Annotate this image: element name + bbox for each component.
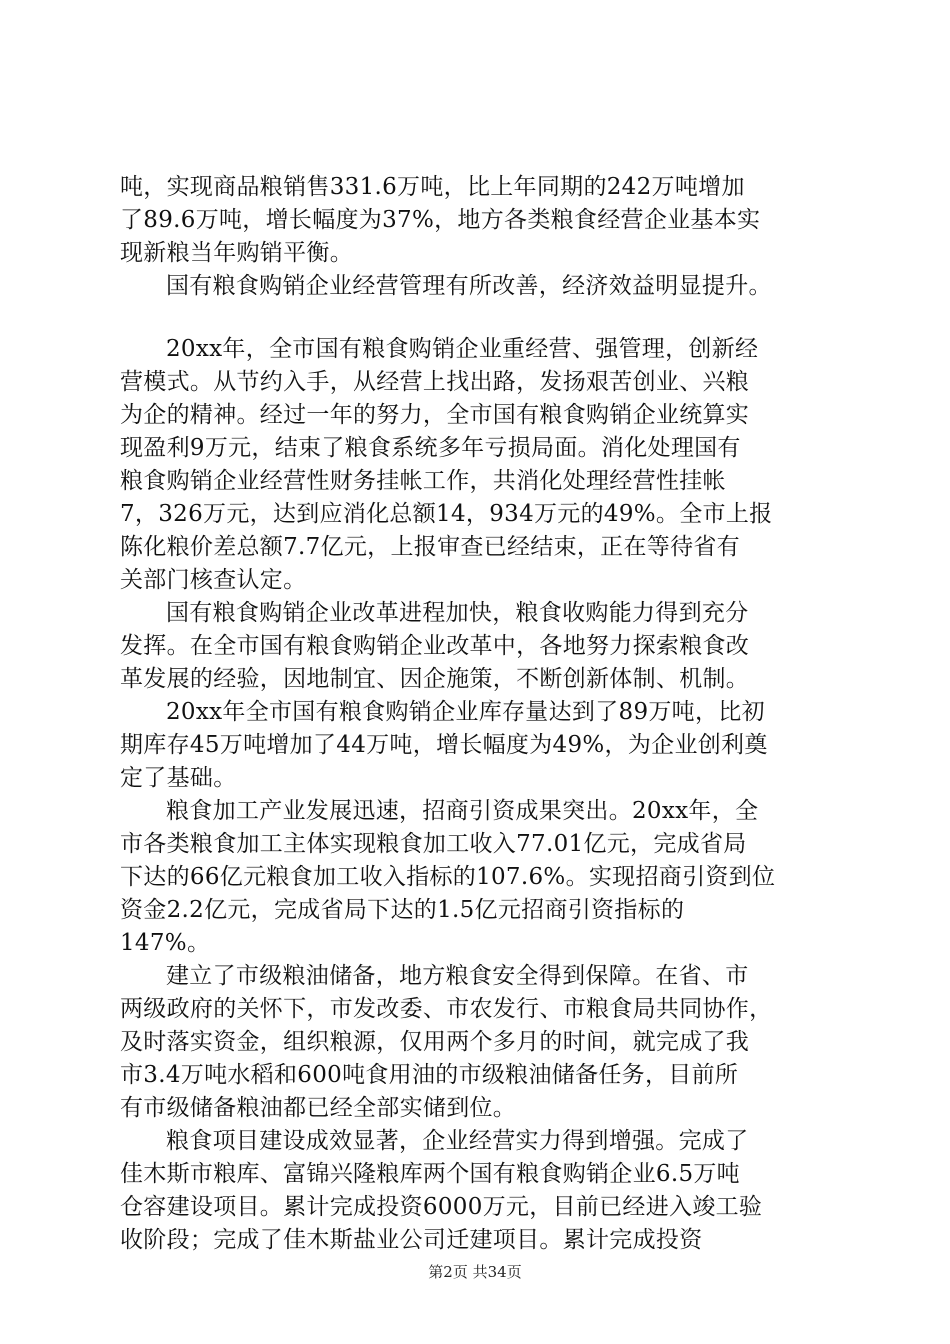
text-line: 两级政府的关怀下，市发改委、市农发行、市粮食局共同协作， (120, 996, 773, 1022)
text-line: 147%。 (120, 930, 211, 956)
text-line: 国有粮食购销企业改革进程加快，粮食收购能力得到充分 (166, 600, 749, 626)
text-line: 20xx年，全市国有粮食购销企业重经营、强管理，创新经 (166, 336, 759, 362)
text-line: 佳木斯市粮库、富锦兴隆粮库两个国有粮食购销企业6.5万吨 (120, 1161, 740, 1187)
text-line: 有市级储备粮油都已经全部实储到位。 (120, 1095, 517, 1121)
text-line: 为企的精神。经过一年的努力，全市国有粮食购销企业统算实 (120, 402, 750, 428)
text-line: 国有粮食购销企业经营管理有所改善，经济效益明显提升。 (166, 273, 772, 299)
text-line: 粮食购销企业经营性财务挂帐工作，共消化处理经营性挂帐 (120, 468, 726, 494)
text-line: 定了基础。 (120, 765, 237, 791)
text-line: 粮食项目建设成效显著，企业经营实力得到增强。完成了 (166, 1128, 749, 1154)
text-line: 粮食加工产业发展迅速，招商引资成果突出。20xx年，全 (166, 798, 759, 824)
text-line: 市各类粮食加工主体实现粮食加工收入77.01亿元，完成省局 (120, 831, 747, 857)
text-line: 现新粮当年购销平衡。 (120, 240, 353, 266)
text-line: 仓容建设项目。累计完成投资6000万元，目前已经进入竣工验 (120, 1194, 763, 1220)
text-line: 资金2.2亿元，完成省局下达的1.5亿元招商引资指标的 (120, 897, 685, 923)
text-line: 关部门核查认定。 (120, 567, 307, 593)
text-line: 收阶段；完成了佳木斯盐业公司迁建项目。累计完成投资 (120, 1227, 703, 1253)
text-line: 7，326万元，达到应消化总额14，934万元的49%。全市上报 (120, 501, 773, 527)
text-line: 建立了市级粮油储备，地方粮食安全得到保障。在省、市 (166, 963, 749, 989)
text-line: 吨，实现商品粮销售331.6万吨，比上年同期的242万吨增加 (120, 174, 745, 200)
text-line: 市3.4万吨水稻和600吨食用油的市级粮油储备任务，目前所 (120, 1062, 739, 1088)
page-number: 第2页 共34页 (428, 1263, 522, 1281)
text-line: 下达的66亿元粮食加工收入指标的107.6%。实现招商引资到位 (120, 864, 776, 890)
text-line: 及时落实资金，组织粮源，仅用两个多月的时间，就完成了我 (120, 1029, 750, 1055)
text-line: 现盈利9万元，结束了粮食系统多年亏损局面。消化处理国有 (120, 435, 741, 461)
text-line: 了89.6万吨，增长幅度为37%，地方各类粮食经营企业基本实 (120, 207, 761, 233)
text-line: 陈化粮价差总额7.7亿元，上报审查已经结束，正在等待省有 (120, 534, 740, 560)
text-line: 营模式。从节约入手，从经营上找出路，发扬艰苦创业、兴粮 (120, 369, 750, 395)
text-line: 发挥。在全市国有粮食购销企业改革中，各地努力探索粮食改 (120, 633, 750, 659)
text-line: 20xx年全市国有粮食购销企业库存量达到了89万吨，比初 (166, 699, 765, 725)
text-line: 革发展的经验，因地制宜、因企施策，不断创新体制、机制。 (120, 666, 750, 692)
text-line: 期库存45万吨增加了44万吨，增长幅度为49%，为企业创利奠 (120, 732, 768, 758)
